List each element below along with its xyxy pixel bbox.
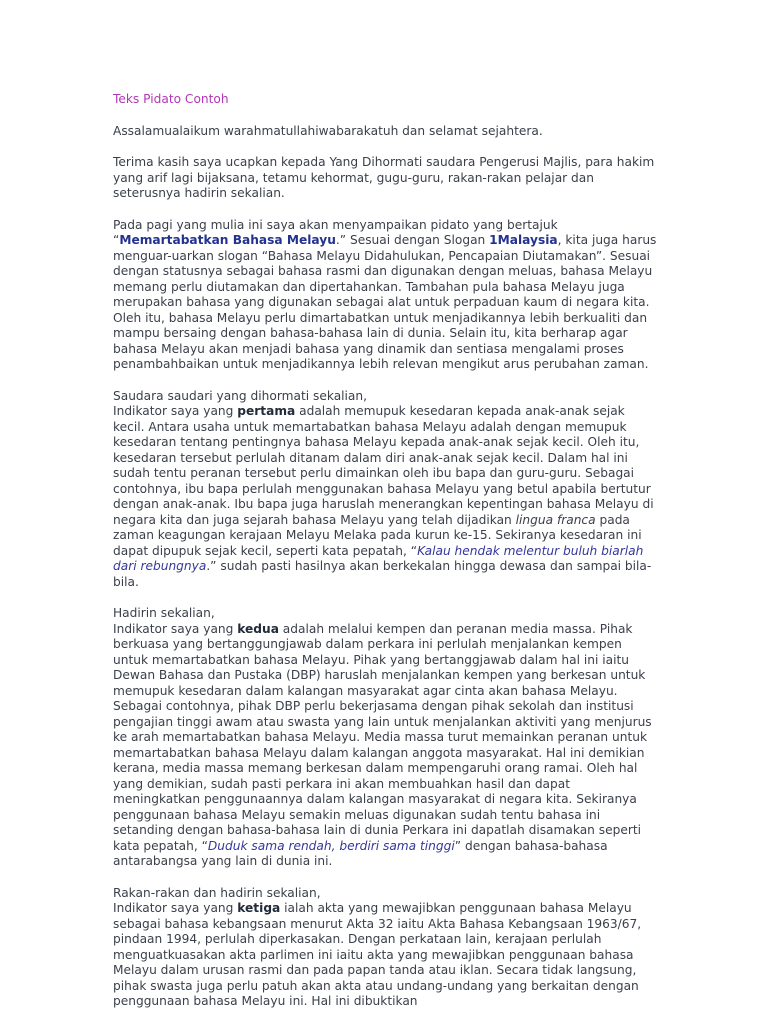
point-2-address: Hadirin sekalian,: [113, 606, 215, 620]
point-3-address: Rakan-rakan dan hadirin sekalian,: [113, 885, 321, 900]
point-1-text-1: Indikator saya yang: [113, 404, 238, 418]
speech-topic: Memartabatkan Bahasa Melayu: [119, 233, 336, 247]
greeting-paragraph: Assalamualaikum warahmatullahiwabarakatuh dan selamat sejahtera.: [113, 123, 543, 138]
point-1-text-4: .” sudah pasti hasilnya akan berkekalan hingga dewasa dan sampai bila-bila.: [113, 559, 652, 589]
point-1-term: lingua franca: [515, 512, 596, 527]
point-1-text-2: adalah memupuk kesedaran kepada anak-anak sejak kecil. Antara usaha untuk memartabatkan bahasa Melayu adalah dengan memupuk kesedaran tentang pentingnya bahasa Melayu kepada anak-anak sejak kecil. Oleh itu, kesedaran tersebut perlulah ditanam dalam diri anak-anak sejak kecil. Dalam hal ini sudah tentu peranan tersebut perlu dimainkan oleh ibu bapa dan guru-guru. Sebagai contohnya, ibu bapa perlulah menggunakan bahasa Melayu yang betul apabila bertutur dengan anak-anak. Ibu bapa juga haruslah menerangkan kepentingan bahasa Melayu di negara kita dan juga sejarah bahasa Melayu yang telah dijadikan: [113, 404, 654, 527]
point-3-ordinal: ketiga: [237, 901, 281, 915]
point-1-address: Saudara saudari yang dihormati sekalian,: [113, 388, 367, 403]
intro-paragraph: [113, 218, 659, 373]
point-2-proverb: Duduk sama rendah, berdiri sama tinggi: [207, 838, 455, 853]
point-2-text-1: Indikator saya yang: [113, 621, 238, 636]
intro-text-2: .” Sesuai dengan Slogan: [335, 233, 490, 247]
point-1-text-3: pada zaman keagungan kerajaan Melayu Melaka pada kurun ke-15. Sekiranya kesedaran ini dapat dipupuk sejak kecil, seperti kata pepatah, “: [113, 512, 642, 558]
point-1-proverb: Kalau hendak melentur buluh biarlah dari rebungnya: [113, 543, 644, 573]
document-page: [113, 92, 659, 1026]
intro-text-1: Pada pagi yang mulia ini saya akan menyampaikan pidato yang bertajuk “: [113, 217, 558, 247]
thanks-paragraph: Terima kasih saya ucapkan kepada Yang Dihormati saudara Pengerusi Majlis, para hakim yang arif lagi bijaksana, tetamu kehormat, gugu-guru, rakan-rakan pelajar dan seterusnya hadirin sekalian.: [113, 155, 655, 200]
point-2-ordinal: kedua: [237, 621, 279, 636]
document-title: Teks Pidato Contoh: [113, 92, 229, 106]
point-2-text-2: adalah melalui kempen dan peranan media massa. Pihak berkuasa yang bertanggungjawab dalam perkara ini perlulah menjalankan kempen untuk memartabatkan bahasa Melayu. Pihak yang bertanggjawab dalam hal ini iaitu Dewan Bahasa dan Pustaka (DBP) haruslah menjalankan kempen yang berkesan untuk memupuk kesedaran dalam kalangan masyarakat agar cinta akan bahasa Melayu. Sebagai contohnya, pihak DBP perlu bekerjasama dengan pihak sekolah dan institusi pengajian tinggi awam atau swasta yang lain untuk menjalankan aktiviti yang menjurus ke arah memartabatkan bahasa Melayu. Media massa turut memainkan peranan untuk memartabatkan bahasa Melayu dalam kalangan anggota masyarakat. Hal ini demikian kerana, media massa memang berkesan dalam mempengaruhi orang ramai. Oleh hal yang demikian, sudah pasti perkara ini akan membuahkan hasil dan dapat meningkatkan penggunaannya dalam kalangan masyarakat di negara kita. Sekiranya penggunaan bahasa Melayu semakin meluas digunakan sudah tentu bahasa ini setanding dengan bahasa-bahasa lain di dunia Perkara ini dapatlah disamakan seperti kata pepatah, “: [113, 621, 652, 853]
point-2-text-3: ” dengan bahasa-bahasa antarabangsa yang lain di dunia ini.: [113, 838, 608, 868]
point-1-ordinal: pertama: [237, 404, 296, 418]
point-3-paragraph: [113, 886, 659, 1010]
point-3-text-2: ialah akta yang mewajibkan penggunaan bahasa Melayu sebagai bahasa kebangsaan menurut Akta 32 iaitu Akta Bahasa Kebangsaan 1963/67, pindaan 1994, perlulah diperkasakan. Dengan perkataan lain, kerajaan perlulah menguatkuasakan akta parlimen ini iaitu akta yang mewajibkan penggunaan bahasa Melayu dalam urusan rasmi dan pada papan tanda atau iklan. Secara tidak langsung, pihak swasta juga perlu patuh akan akta atau undang-undang yang berkaitan dengan penggunaan bahasa Melayu ini. Hal ini dibuktikan: [113, 901, 642, 1008]
point-2-paragraph: [113, 606, 659, 870]
point-1-paragraph: [113, 389, 659, 591]
point-3-text-1: Indikator saya yang: [113, 901, 238, 915]
intro-text-3: , kita juga harus menguar-uarkan slogan “Bahasa Melayu Didahulukan, Pencapaian Diutamakan”. Sesuai dengan statusnya sebagai bahasa rasmi dan digunakan dengan meluas, bahasa Melayu memang perlu diutamakan dan dipertahankan. Tambahan pula bahasa Melayu juga merupakan bahasa yang digunakan sebagai alat untuk perpaduan kaum di negara kita. Oleh itu, bahasa Melayu perlu dimartabatkan untuk menjadikannya lebih berkualiti dan mampu bersaing dengan bahasa-bahasa lain di dunia. Selain itu, kita berharap agar bahasa Melayu akan menjadi bahasa yang dinamik dan sentiasa mengalami proses penambahbaikan untuk menjadikannya lebih relevan mengikut arus perubahan zaman.: [113, 233, 657, 371]
slogan-name: 1Malaysia: [489, 233, 558, 247]
